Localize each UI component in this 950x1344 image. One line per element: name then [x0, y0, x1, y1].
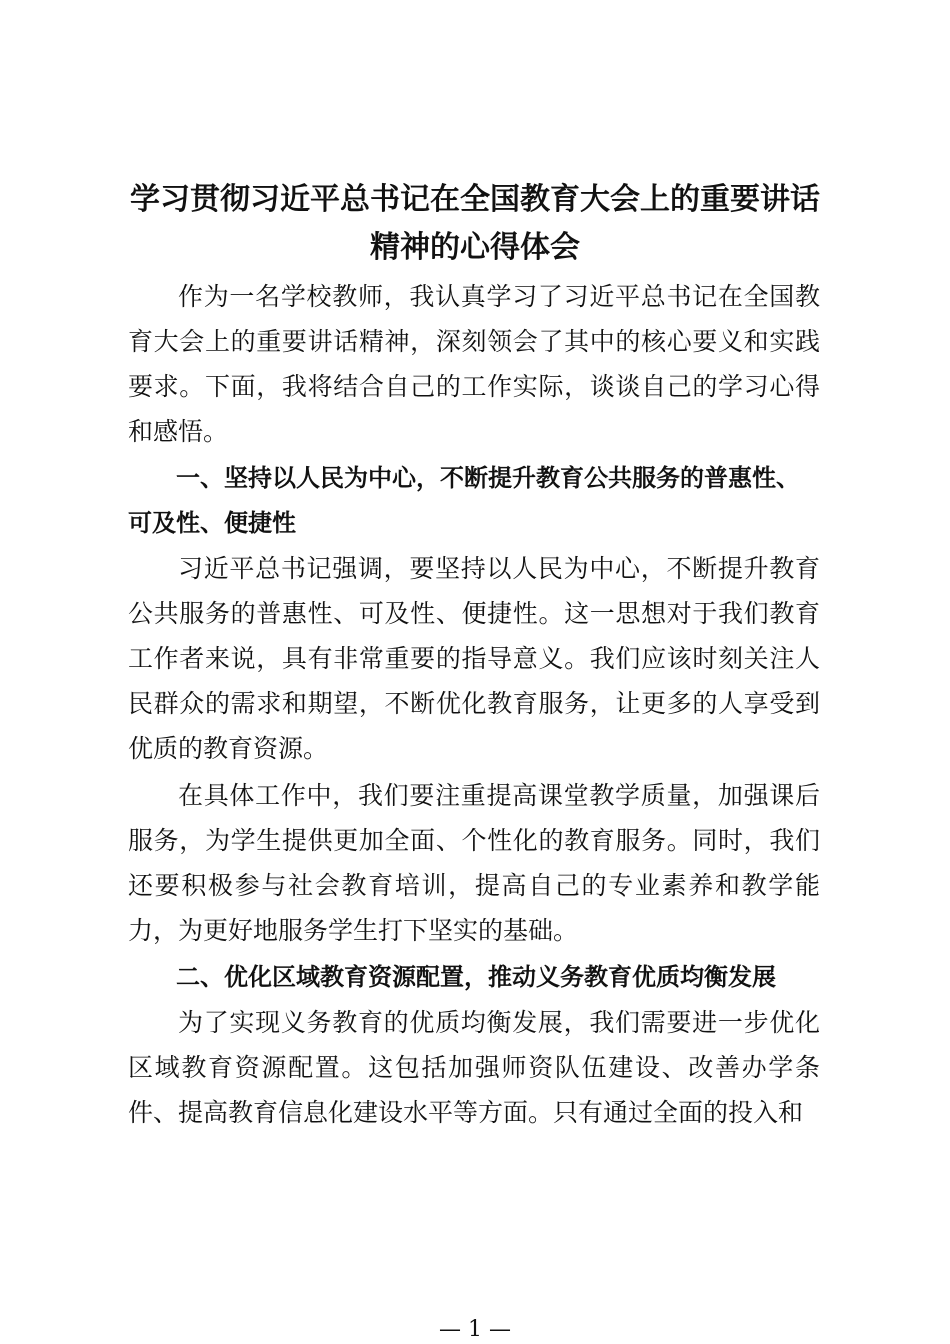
section-heading-1: 一、坚持以人民为中心，不断提升教育公共服务的普惠性、可及性、便捷性 [128, 464, 800, 537]
document-title: 学习贯彻习近平总书记在全国教育大会上的重要讲话精神的心得体会 [130, 182, 820, 265]
section-heading-2: 二、优化区域教育资源配置，推动义务教育优质均衡发展 [176, 963, 776, 991]
paragraph-section2-a: 为了实现义务教育的优质均衡发展，我们需要进一步优化区域教育资源配置。这包括加强师资队伍建设、改善办学条件、提高教育信息化建设水平等方面。只有通过全面的投入和 [128, 1008, 820, 1127]
document-body [128, 274, 820, 1135]
paragraph-intro: 作为一名学校教师，我认真学习了习近平总书记在全国教育大会上的重要讲话精神，深刻领会了其中的核心要义和实践要求。下面，我将结合自己的工作实际，谈谈自己的学习心得和感悟。 [128, 282, 820, 446]
page-number: — 1 — [439, 1317, 511, 1342]
paragraph-section1-b: 在具体工作中，我们要注重提高课堂教学质量，加强课后服务，为学生提供更加全面、个性化的教育服务。同时，我们还要积极参与社会教育培训，提高自己的专业素养和教学能力，为更好地服务学生打下坚实的基础。 [128, 781, 820, 945]
paragraph-section1-a: 习近平总书记强调，要坚持以人民为中心，不断提升教育公共服务的普惠性、可及性、便捷性。这一思想对于我们教育工作者来说，具有非常重要的指导意义。我们应该时刻关注人民群众的需求和期望，不断优化教育服务，让更多的人享受到优质的教育资源。 [128, 554, 820, 763]
